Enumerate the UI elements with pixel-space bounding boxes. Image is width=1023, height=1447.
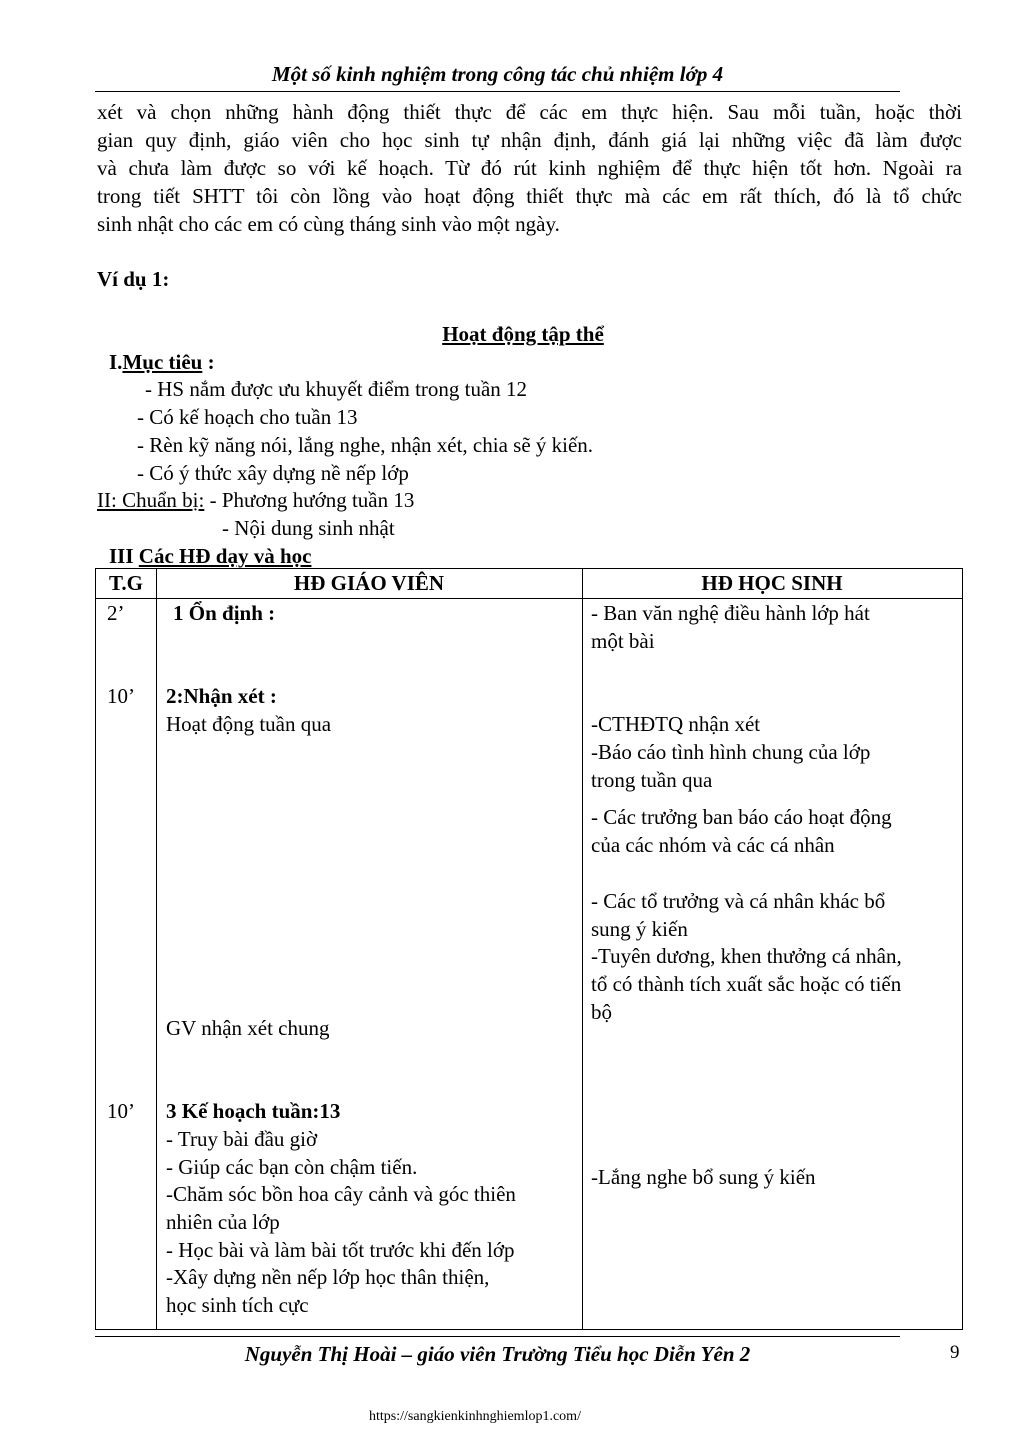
activity-title: Hoạt động tập thể [442,322,604,346]
time-cell: 2’ [107,601,125,625]
student-line: tổ có thành tích xuất sắc hoặc có tiến [591,972,902,996]
student-line: -Báo cáo tình hình chung của lớp [591,740,871,764]
student-line: một bài [591,629,655,653]
teacher-line: GV nhận xét chung [166,1016,330,1040]
teacher-line: - Truy bài đầu giờ [166,1127,318,1151]
teacher-line: nhiên của lớp [166,1210,280,1234]
paragraph-line: sinh nhật cho các em có cùng tháng sinh vào một ngày. [97,212,560,236]
time-cell: 10’ [107,684,135,708]
page-header-title: Một số kinh nghiệm trong công tác chủ nhiệm lớp 4 [271,62,724,86]
student-line: sung ý kiến [591,917,688,941]
paragraph-line: và chưa làm được so với kế hoạch. Từ đó rút kinh nghiệm để thực hiện tốt hơn. Ngoài ra [97,156,962,180]
student-line: - Các trưởng ban báo cáo hoạt động [591,805,892,829]
objective-item: - Rèn kỹ năng nói, lắng nghe, nhận xét, chia sẽ ý kiến. [137,433,594,457]
preparation-item: - Nội dung sinh nhật [222,516,395,540]
preparation-line [97,488,414,513]
page-number: 9 [950,1342,960,1363]
teacher-line: -Xây dựng nền nếp lớp học thân thiện, [166,1265,490,1289]
example-label: Ví dụ 1: [97,267,170,291]
objective-item: - HS nắm được ưu khuyết điểm trong tuần 12 [145,377,528,401]
source-url[interactable]: https://sangkienkinhnghiemlop1.com/ [369,1409,581,1424]
teacher-line: học sinh tích cực [166,1293,309,1317]
teacher-section-title: 1 Ổn định : [173,601,276,625]
preparation-item: - Phương hướng tuần 13 [209,488,415,512]
activities-heading: III Các HĐ dạy và học [109,544,312,568]
teacher-line: Hoạt động tuần qua [166,712,332,736]
student-line: -Lắng nghe bổ sung ý kiến [591,1165,816,1189]
student-line: -CTHĐTQ nhận xét [591,712,761,736]
student-line: - Các tổ trưởng và cá nhân khác bổ [591,889,886,913]
header-time: T.G [108,571,144,595]
paragraph-line: xét và chọn những hành động thiết thực để các em thực hiện. Sau mỗi tuần, hoặc thời [97,100,962,124]
intro-paragraph [97,98,962,238]
objective-item: - Có ý thức xây dựng nề nếp lớp [137,461,409,485]
preparation-heading: II: Chuẩn bị: [97,488,205,512]
student-line: trong tuần qua [591,768,713,792]
time-cell: 10’ [107,1099,135,1123]
teacher-line: - Giúp các bạn còn chậm tiến. [166,1155,418,1179]
header-teacher: HĐ GIÁO VIÊN [293,571,445,595]
footer-author: Nguyễn Thị Hoài – giáo viên Trường Tiểu học Diễn Yên 2 [244,1342,751,1366]
teacher-section-title: 2:Nhận xét : [166,684,277,708]
lesson-table [95,568,963,1330]
paragraph-line: trong tiết SHTT tôi còn lồng vào hoạt động thiết thực mà các em rất thích, đó là tổ chức [97,184,962,208]
footer-rule [95,1336,900,1337]
objective-item: - Có kế hoạch cho tuần 13 [137,405,358,429]
header-student: HĐ HỌC SINH [701,571,843,595]
student-line: - Ban văn nghệ điều hành lớp hát [591,601,870,625]
student-line: bộ [591,1000,612,1024]
objectives-heading: I.Mục tiêu : [109,350,215,374]
student-line: -Tuyên dương, khen thưởng cá nhân, [591,944,902,968]
table-divider [582,569,583,1329]
teacher-line: -Chăm sóc bồn hoa cây cảnh và góc thiên [166,1182,516,1206]
header-rule [95,91,900,92]
student-line: của các nhóm và các cá nhân [591,833,835,857]
teacher-line: - Học bài và làm bài tốt trước khi đến lớp [166,1238,515,1262]
table-divider [156,569,157,1329]
teacher-section-title: 3 Kế hoạch tuần:13 [166,1099,341,1123]
paragraph-line: gian quy định, giáo viên cho học sinh tự nhận định, đánh giá lại những việc đã làm được [97,128,962,152]
